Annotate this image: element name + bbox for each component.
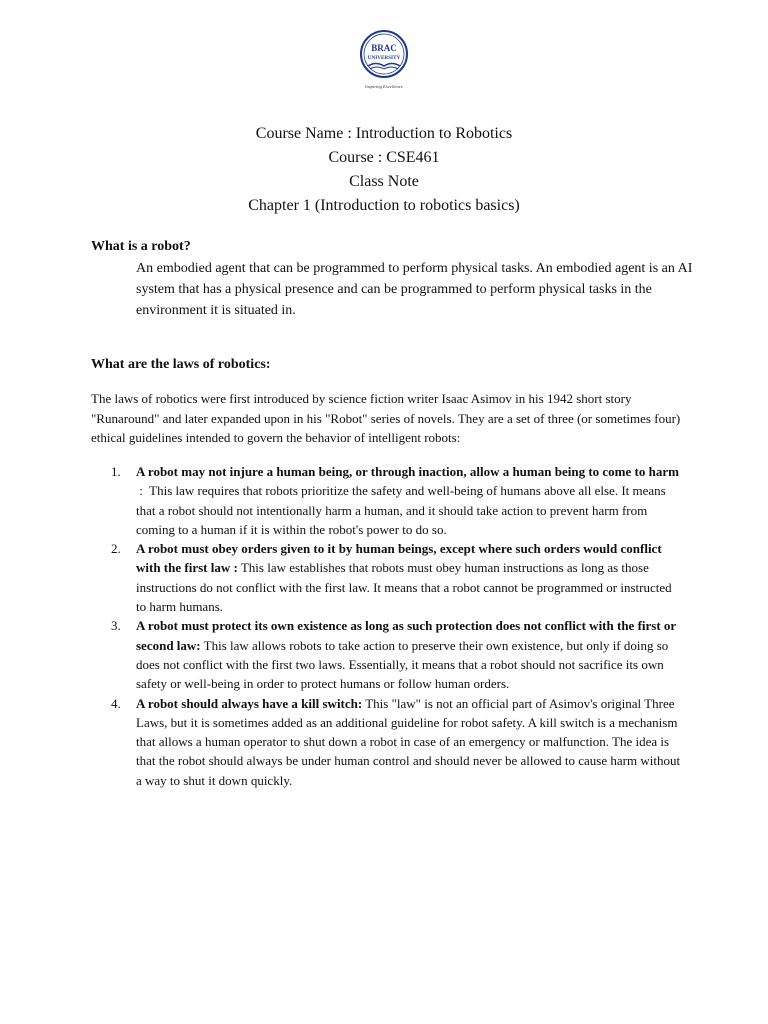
- list-item-body: [136, 694, 682, 790]
- list-item-number: 1.: [111, 464, 121, 479]
- course-name: Course Name : Introduction to Robotics: [255, 125, 513, 142]
- list-item-text: This law establishes that robots must obey human instructions as long as those instructions do not conflict with the first law. It means that a robot cannot be programmed or instructed to harm humans.: [136, 560, 672, 615]
- note-type: Class Note: [349, 173, 419, 190]
- section-title-robot: What is a robot?: [91, 239, 191, 254]
- list-item-text: This law requires that robots prioritize the safety and well-being of humans above all else. It means that a robot should not intentionally harm a human, and it should take action to prevent harm from coming to a human if it is within the robot's power to do so.: [136, 483, 666, 537]
- list-item: [0, 694, 768, 790]
- list-item-text: This law allows robots to take action to preserve their own existence, but only if doing so does not conflict with the first two laws. Essentially, it means that a robot should not sacrifice its own safety or well-being in order to protect humans or follow human orders.: [136, 637, 669, 692]
- list-item-text: This "law" is not an official part of Asimov's original Three Laws, but it is sometimes added as an additional guideline for robot safety. A kill switch is a mechanism that allows a human operator to shut down a robot in case of an emergency or malfunction. The idea is that the robot should always be under human control and should never be allowed to cause harm without a way to shut it down quickly.: [136, 695, 681, 788]
- logo-tagline: Inspiring Excellence: [365, 84, 403, 89]
- laws-list: [0, 462, 768, 790]
- list-item-title: A robot may not injure a human being, or through inaction, allow a human being to come to harm: [136, 464, 679, 479]
- logo-brand-line2: UNIVERSITY: [367, 55, 401, 61]
- list-item-separator: :: [136, 483, 150, 499]
- section-title-laws: What are the laws of robotics:: [91, 357, 271, 372]
- list-item: [0, 616, 768, 693]
- list-item-number: 3.: [111, 618, 121, 634]
- list-item-body: [136, 462, 682, 539]
- list-item-body: [136, 539, 682, 616]
- list-item-title: A robot should always have a kill switch:: [136, 695, 363, 711]
- document-header: [0, 122, 768, 218]
- robot-definition: An embodied agent that can be programmed to perform physical tasks. An embodied agent is an AI system that has a physical presence and can be programmed to perform physical tasks in the environment it is situated in.: [136, 261, 693, 318]
- course-code: Course : CSE461: [328, 149, 440, 166]
- logo-brand-line1: BRAC: [371, 43, 397, 53]
- list-item-title: A robot must obey orders given to it by human beings, except where such orders would conflict with the first law :: [136, 541, 662, 576]
- list-item-number: 4.: [111, 695, 121, 711]
- university-logo: [350, 28, 418, 92]
- list-item: [0, 539, 768, 616]
- list-item-title: A robot must protect its own existence as long as such protection does not conflict with the first or second law:: [136, 618, 676, 653]
- list-item-body: [136, 616, 682, 693]
- list-item: [0, 462, 768, 539]
- university-seal-icon: [350, 28, 418, 92]
- chapter-title: Chapter 1 (Introduction to robotics basics): [248, 197, 520, 214]
- laws-intro: The laws of robotics were first introduced by science fiction writer Isaac Asimov in his 1942 short story "Runaround" and later expanded upon in his "Robot" series of novels. They are a set of three (or sometimes four) ethical guidelines intended to govern the behavior of intelligent robots:: [91, 391, 681, 445]
- list-item-number: 2.: [111, 541, 121, 557]
